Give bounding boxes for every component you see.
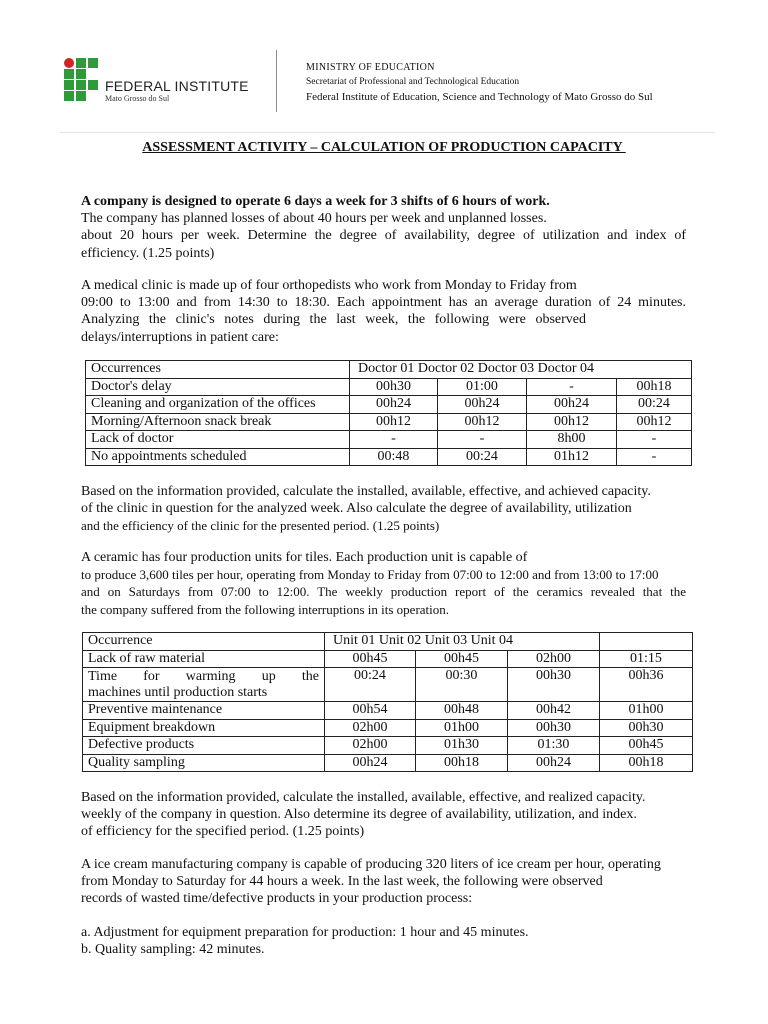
question-2-instr-line-1: Based on the information provided, calculate the installed, available, effective, and achieved capacity. — [81, 484, 651, 499]
table-cell: 01:30 — [508, 737, 600, 755]
table-cell: Cleaning and organization of the offices — [86, 396, 350, 414]
question-3-instr-line-1: Based on the information provided, calculate the installed, available, effective, and realized capacity. — [81, 790, 646, 805]
question-3-instructions — [81, 789, 686, 841]
table-cell — [83, 668, 325, 702]
table-cell: 01h00 — [416, 719, 508, 737]
question-2-instr-line-2: of the clinic in question for the analyzed week. Also calculate the degree of availability, utilization — [81, 501, 632, 517]
question-3-line-4: the company suffered from the following interruptions in its operation. — [81, 601, 450, 617]
question-4 — [81, 856, 686, 908]
table-header-cell — [600, 633, 693, 651]
question-2-line-2: 09:00 to 13:00 and from 14:30 to 18:30. Each appointment has an average duration of 24 minutes. — [81, 295, 686, 311]
table-cell: 01:15 — [600, 650, 693, 668]
question-3-line-1: A ceramic has four production units for tiles. Each production unit is capable of — [81, 550, 528, 565]
table-row — [86, 378, 692, 396]
table-row — [83, 668, 693, 702]
table-cell: 00h30 — [508, 668, 600, 702]
table-header-cell: Occurrences — [86, 361, 350, 379]
question-4-line-3: records of wasted time/defective products in your production process: — [81, 891, 473, 907]
header-divider — [276, 50, 277, 112]
ministry-name: MINISTRY OF EDUCATION — [306, 62, 435, 73]
table-cell: 00:48 — [350, 448, 438, 466]
table-row — [83, 719, 693, 737]
question-1-line-2: The company has planned losses of about 40 hours per week and unplanned losses. — [81, 211, 547, 227]
table-cell: 00h24 — [438, 396, 527, 414]
table-header-row — [86, 361, 692, 379]
table-cell: 01h00 — [600, 702, 693, 720]
secretariat-name: Secretariat of Professional and Technological Education — [306, 77, 520, 87]
question-4-line-2: from Monday to Saturday for 44 hours a week. In the last week, the following were observed — [81, 874, 603, 890]
table-cell: Lack of doctor — [86, 431, 350, 449]
question-2 — [81, 277, 686, 346]
table-cell: 01h30 — [416, 737, 508, 755]
table-cell: 00h24 — [508, 754, 600, 772]
question-1-line-4: efficiency. (1.25 points) — [81, 245, 215, 261]
table-cell: - — [527, 378, 617, 396]
table-cell: 00h45 — [416, 650, 508, 668]
page-title: ASSESSMENT ACTIVITY – CALCULATION OF PRODUCTION CAPACITY — [142, 140, 626, 155]
institute-location: Mato Grosso do Sul — [105, 94, 170, 103]
question-2-line-3: Analyzing the clinic's notes during the last week, the following were observed — [81, 312, 586, 328]
table-cell: Doctor's delay — [86, 378, 350, 396]
table-cell: Preventive maintenance — [83, 702, 325, 720]
clinic-occurrences-table — [85, 360, 692, 466]
table-cell: - — [350, 431, 438, 449]
table-cell: 01:00 — [438, 378, 527, 396]
table-cell: 00:24 — [617, 396, 692, 414]
question-4-item-b: b. Quality sampling: 42 minutes. — [81, 942, 265, 958]
question-1-line-1: A company is designed to operate 6 days a week for 3 shifts of 6 hours of work. — [81, 194, 550, 209]
logo-mark-icon — [64, 58, 100, 102]
table-cell: 00h12 — [527, 413, 617, 431]
letterhead — [60, 46, 715, 133]
table-cell: 8h00 — [527, 431, 617, 449]
table-cell: Quality sampling — [83, 754, 325, 772]
question-4-line-1: A ice cream manufacturing company is capable of producing 320 liters of ice cream per hour, operating — [81, 857, 661, 872]
table-row — [83, 737, 693, 755]
table-cell: 00h12 — [617, 413, 692, 431]
table-cell: 00h48 — [416, 702, 508, 720]
table-row — [86, 413, 692, 431]
question-4-items — [81, 924, 686, 958]
question-2-instr-line-3: and the efficiency of the clinic for the presented period. (1.25 points) — [81, 518, 440, 534]
unit-columns-label: Unit 01 Unit 02 Unit 03 Unit 04 — [333, 633, 514, 649]
table-cell: 00h30 — [600, 719, 693, 737]
question-1 — [81, 193, 686, 262]
table-cell: 00h54 — [325, 702, 416, 720]
table-row — [86, 396, 692, 414]
table-header-cell — [325, 633, 600, 651]
table-cell: 00h30 — [350, 378, 438, 396]
question-3-instr-line-3: of efficiency for the specified period. (1.25 points) — [81, 824, 365, 840]
federal-institute-name: Federal Institute of Education, Science and Technology of Mato Grosso do Sul — [306, 91, 653, 103]
header-text-block — [306, 60, 653, 105]
table-cell: Defective products — [83, 737, 325, 755]
question-1-line-3: about 20 hours per week. Determine the degree of availability, degree of utilization and index of — [81, 228, 686, 244]
table-header-cell — [350, 361, 692, 379]
table-cell: 00:24 — [325, 668, 416, 702]
table-row — [83, 754, 693, 772]
table-cell: Morning/Afternoon snack break — [86, 413, 350, 431]
table-row — [86, 448, 692, 466]
table-header-row — [83, 633, 693, 651]
table-row — [86, 431, 692, 449]
table-row — [83, 702, 693, 720]
ceramics-occurrences-table — [82, 632, 693, 772]
table-cell: 00h18 — [600, 754, 693, 772]
table-cell-line: Time for warming up the — [88, 669, 319, 684]
table-cell: 00h12 — [438, 413, 527, 431]
question-2-instructions — [81, 483, 686, 535]
table-cell: 00h12 — [350, 413, 438, 431]
table-header-cell: Occurrence — [83, 633, 325, 651]
table-cell: 00:30 — [416, 668, 508, 702]
table-cell: 00h24 — [325, 754, 416, 772]
table-cell: - — [617, 431, 692, 449]
table-cell: 00h45 — [600, 737, 693, 755]
table-row — [83, 650, 693, 668]
question-2-line-4: delays/interruptions in patient care: — [81, 329, 279, 345]
table-cell: 01h12 — [527, 448, 617, 466]
table-cell: 00:24 — [438, 448, 527, 466]
table-cell: No appointments scheduled — [86, 448, 350, 466]
table-cell: 00h18 — [416, 754, 508, 772]
table-cell: Lack of raw material — [83, 650, 325, 668]
table-cell: - — [617, 448, 692, 466]
question-2-line-1: A medical clinic is made up of four orthopedists who work from Monday to Friday from — [81, 278, 577, 293]
table-cell-line: machines until production starts — [88, 685, 268, 700]
table-cell: 02h00 — [325, 719, 416, 737]
table-cell: 00h30 — [508, 719, 600, 737]
institute-name: FEDERAL INSTITUTE — [105, 78, 249, 94]
table-cell: 00h24 — [350, 396, 438, 414]
table-cell: 00h42 — [508, 702, 600, 720]
table-cell: 02h00 — [508, 650, 600, 668]
table-cell: Equipment breakdown — [83, 719, 325, 737]
question-3-line-3: and on Saturdays from 07:00 to 12:00. The weekly production report of the ceramics revealed that the — [81, 584, 686, 600]
question-3 — [81, 549, 686, 618]
table-cell: 00h24 — [527, 396, 617, 414]
question-3-instr-line-2: weekly of the company in question. Also determine its degree of availability, utilization, and index. — [81, 807, 637, 823]
table-cell: 00h18 — [617, 378, 692, 396]
table-cell: 00h36 — [600, 668, 693, 702]
question-4-item-a: a. Adjustment for equipment preparation for production: 1 hour and 45 minutes. — [81, 925, 529, 940]
table-cell: 02h00 — [325, 737, 416, 755]
question-3-line-2: to produce 3,600 tiles per hour, operating from Monday to Friday from 07:00 to 12:00 and from 13:00 to 17:00 — [81, 567, 659, 583]
table-cell: - — [438, 431, 527, 449]
table-cell: 00h45 — [325, 650, 416, 668]
doctor-columns-label: Doctor 01 Doctor 02 Doctor 03 Doctor 04 — [358, 361, 595, 377]
